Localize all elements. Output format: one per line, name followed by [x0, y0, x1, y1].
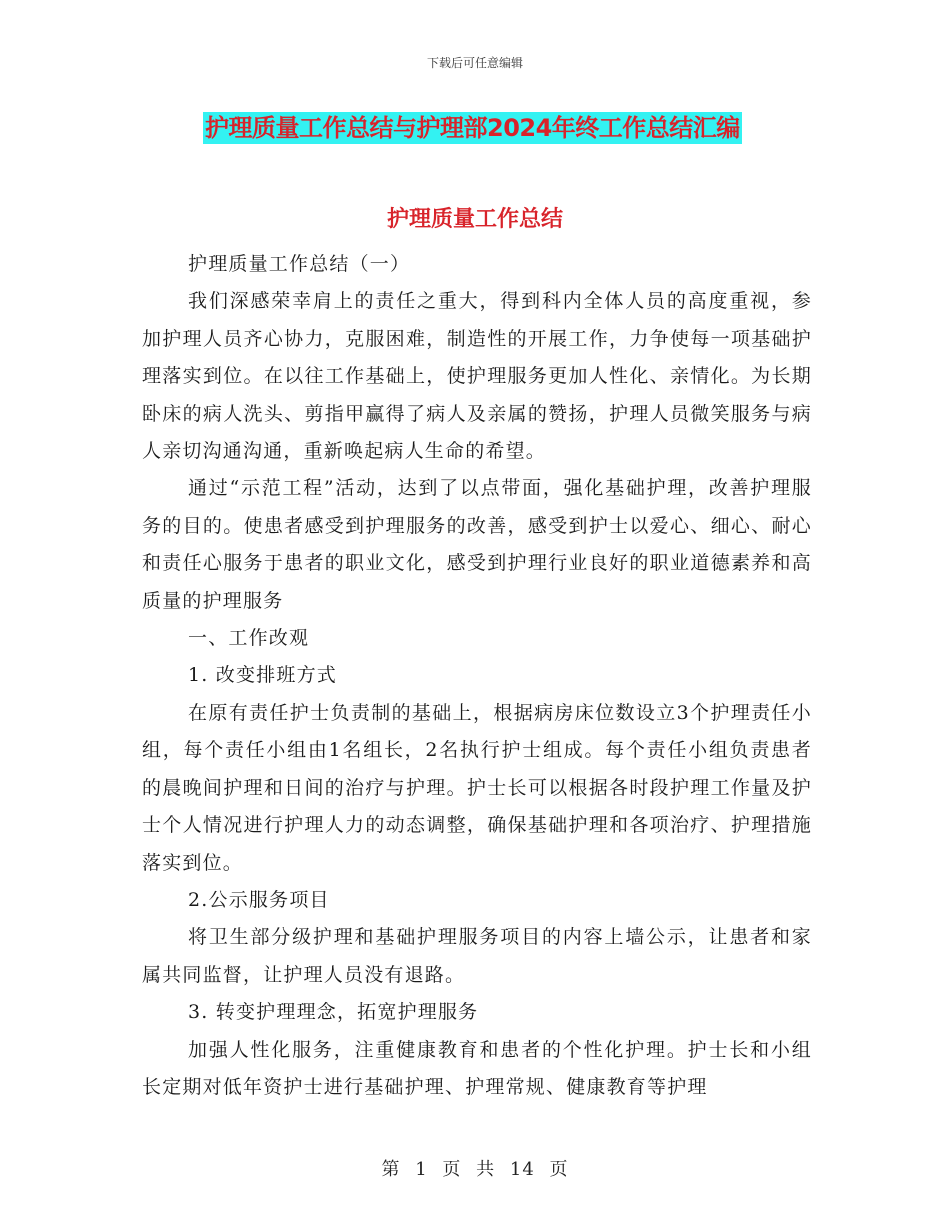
header-note: 下载后可任意编辑	[426, 56, 523, 70]
paragraph: 加强人性化服务，注重健康教育和患者的个性化护理。护士长和小组长定期对低年资护士进行基础护理、护理常规、健康教育等护理	[142, 1038, 812, 1098]
footer-prefix: 第	[381, 1159, 401, 1180]
document-title: 护理质量工作总结与护理部2024年终工作总结汇编	[205, 114, 740, 142]
page-number: 1	[415, 1159, 428, 1180]
paragraph-heading: 1. 改变排班方式	[188, 664, 337, 687]
paragraph: 通过“示范工程”活动，达到了以点带面，强化基础护理，改善护理服务的目的。使患者感受到护理服务的改善，感受到护士以爱心、细心、耐心和责任心服务于患者的职业文化，感受到护理行业良好的职业道德素养和高质量的护理服务	[142, 477, 812, 612]
paragraph-heading: 2.公示服务项目	[188, 888, 330, 911]
total-pages: 14	[509, 1159, 535, 1180]
paragraph: 将卫生部分级护理和基础护理服务项目的内容上墙公示，让患者和家属共同监督，让护理人员没有退路。	[142, 926, 812, 986]
document-body	[142, 246, 812, 1106]
paragraph: 我们深感荣幸肩上的责任之重大，得到科内全体人员的高度重视，参加护理人员齐心协力，克服困难，制造性的开展工作，力争使每一项基础护理落实到位。在以往工作基础上，使护理服务更加人性化、亲情化。为长期卧床的病人洗头、剪指甲赢得了病人及亲属的赞扬，护理人员微笑服务与病人亲切沟通沟通，重新唤起病人生命的希望。	[142, 290, 812, 463]
section-title: 护理质量工作总结	[386, 207, 563, 232]
footer-suffix: 页	[549, 1159, 569, 1180]
paragraph-heading: 3. 转变护理理念，拓宽护理服务	[188, 1001, 479, 1024]
footer-total-word: 共	[476, 1159, 496, 1180]
paragraph-heading: 一、工作改观	[188, 627, 310, 650]
page-footer	[0, 1155, 950, 1181]
paragraph: 在原有责任护士负责制的基础上，根据病房床位数设立3个护理责任小组，每个责任小组由1名组长，2名执行护士组成。每个责任小组负责患者的晨晚间护理和日间的治疗与护理。护士长可以根据各时段护理工作量及护士个人情况进行护理人力的动态调整，确保基础护理和各项治疗、护理措施落实到位。	[142, 701, 812, 874]
paragraph-subheading: 护理质量工作总结（一）	[188, 253, 411, 275]
footer-page-word: 页	[442, 1159, 462, 1180]
